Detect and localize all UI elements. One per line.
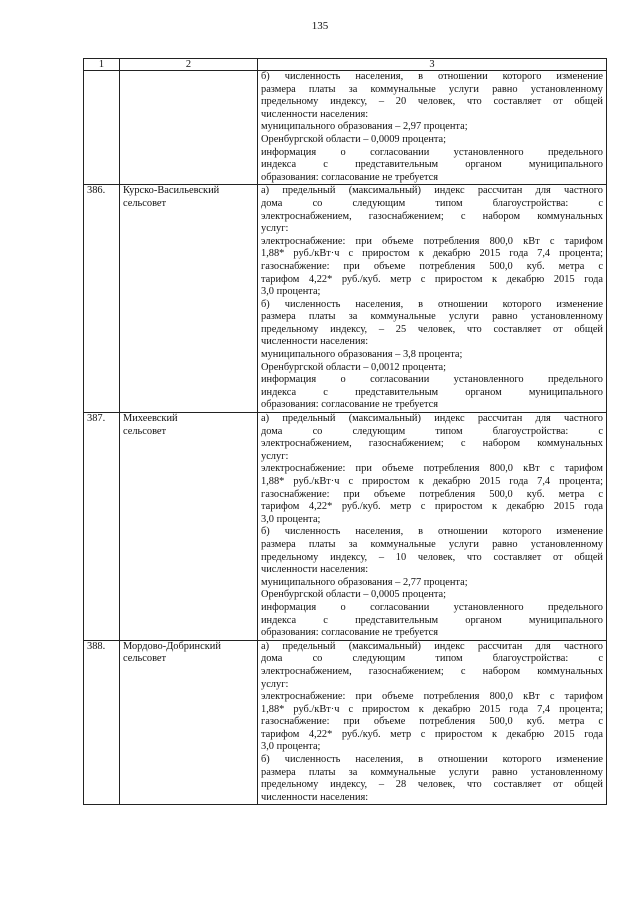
description-line: а) предельный (максимальный) индекс рассчитан для частного — [261, 640, 603, 652]
description-line: информация о согласовании установленного предельного — [261, 601, 603, 613]
description-line: индекса с представительным органом муниципального — [261, 159, 603, 171]
table-body — [84, 71, 607, 805]
row-number: 387. — [87, 413, 106, 425]
tariff-table — [83, 58, 607, 805]
description-line: муниципального образования – 3,8 процента; — [261, 349, 463, 361]
description-line: Оренбургской области – 0,0012 процента; — [261, 361, 447, 373]
description-cell — [258, 640, 607, 805]
description-text — [261, 413, 603, 640]
row-number-cell — [84, 71, 120, 185]
description-cell — [258, 71, 607, 185]
description-line: муниципального образования – 2,77 процента; — [261, 576, 468, 588]
table-row — [84, 640, 607, 805]
description-line: 1,88* руб./кВт·ч с приростом к декабрю 2015 года 7,4 процента; — [261, 476, 603, 487]
description-line: газоснабжение: при объеме потребления 500,0 куб. метра с — [261, 488, 603, 500]
description-line: 1,88* руб./кВт·ч с приростом к декабрю 2015 года 7,4 процента; — [261, 248, 603, 260]
description-line: б) численность населения, в отношении которого изменение — [261, 754, 603, 766]
description-cell — [258, 185, 607, 413]
description-line: предельному индексу, – 20 человек, что составляет от общей — [261, 96, 603, 108]
description-line: тарифом 4,22* руб./куб. метр с приростом к декабрю 2015 года — [261, 501, 603, 513]
row-number: 386. — [87, 185, 106, 197]
description-line: а) предельный (максимальный) индекс рассчитан для частного — [261, 185, 603, 197]
description-line: 1,88* руб./кВт·ч с приростом к декабрю 2015 года 7,4 процента; — [261, 703, 603, 715]
description-line: численности населения: — [261, 108, 369, 120]
row-number-cell — [84, 185, 120, 413]
table-header-row — [84, 59, 607, 71]
table-row — [84, 413, 607, 641]
description-text — [261, 185, 603, 412]
description-line: газоснабжение: при объеме потребления 500,0 куб. метра с — [261, 260, 603, 272]
municipality-cell — [120, 640, 258, 805]
description-line: предельному индексу, – 28 человек, что составляет от общей — [261, 779, 603, 791]
description-line: а) предельный (максимальный) индекс рассчитан для частного — [261, 413, 603, 425]
description-line: услуг: — [261, 678, 289, 690]
description-line: численности населения: — [261, 791, 369, 803]
description-line: численности населения: — [261, 336, 369, 348]
description-line: размера платы за коммунальные услуги равно установленному — [261, 311, 603, 323]
description-text — [261, 641, 603, 805]
municipality-cell — [120, 185, 258, 413]
description-line: Оренбургской области – 0,0009 процента; — [261, 133, 447, 145]
description-line: газоснабжение: при объеме потребления 500,0 куб. метра с — [261, 716, 603, 728]
description-line: электроснабжением, газоснабжением; с набором коммунальных — [261, 210, 603, 222]
description-line: размера платы за коммунальные услуги равно установленному — [261, 83, 603, 95]
description-line: предельному индексу, – 25 человек, что составляет от общей — [261, 323, 603, 335]
page-number: 135 — [311, 20, 329, 32]
description-line: дома со следующим типом благоустройства: с — [261, 197, 603, 209]
description-line: образования: согласование не требуется — [261, 399, 439, 411]
description-line: муниципального образования – 2,97 процента; — [261, 121, 468, 133]
description-line: тарифом 4,22* руб./куб. метр с приростом к декабрю 2015 года — [261, 728, 603, 740]
description-line: б) численность населения, в отношении которого изменение — [261, 298, 603, 310]
description-line: услуг: — [261, 223, 289, 235]
table-row — [84, 185, 607, 413]
municipality-name-line: сельсовет — [123, 197, 167, 209]
description-line: индекса с представительным органом муниципального — [261, 386, 603, 398]
description-line: 3,0 процента; — [261, 286, 321, 298]
description-line: электроснабжением, газоснабжением; с набором коммунальных — [261, 665, 603, 677]
municipality-cell — [120, 413, 258, 641]
description-line: б) численность населения, в отношении которого изменение — [261, 71, 603, 82]
municipality-name-line: Михеевский — [123, 413, 178, 425]
description-line: 3,0 процента; — [261, 513, 321, 525]
row-number-cell — [84, 640, 120, 805]
description-line: электроснабжением, газоснабжением; с набором коммунальных — [261, 438, 603, 450]
column-header-description: 3 — [258, 59, 607, 71]
description-line: услуг: — [261, 450, 289, 462]
description-line: дома со следующим типом благоустройства: с — [261, 653, 603, 665]
municipality-name-line: сельсовет — [123, 425, 167, 437]
row-number: 388. — [87, 640, 106, 652]
description-line: размера платы за коммунальные услуги равно установленному — [261, 766, 603, 778]
description-line: электроснабжение: при объеме потребления 800,0 кВт с тарифом — [261, 691, 603, 703]
description-line: информация о согласовании установленного предельного — [261, 146, 603, 158]
municipality-cell — [120, 71, 258, 185]
description-line: предельному индексу, – 10 человек, что составляет от общей — [261, 551, 603, 563]
description-line: электроснабжение: при объеме потребления 800,0 кВт с тарифом — [261, 463, 603, 475]
municipality-name-line: сельсовет — [123, 653, 167, 665]
description-cell — [258, 413, 607, 641]
description-line: дома со следующим типом благоустройства: с — [261, 425, 603, 437]
description-line: 3,0 процента; — [261, 741, 321, 753]
description-line: информация о согласовании установленного предельного — [261, 374, 603, 386]
description-line: Оренбургской области – 0,0005 процента; — [261, 589, 447, 601]
description-line: тарифом 4,22* руб./куб. метр с приростом к декабрю 2015 года — [261, 273, 603, 285]
description-text — [261, 71, 603, 184]
description-line: электроснабжение: при объеме потребления 800,0 кВт с тарифом — [261, 235, 603, 247]
description-line: численности населения: — [261, 564, 369, 576]
description-line: размера платы за коммунальные услуги равно установленному — [261, 538, 603, 550]
description-line: б) численность населения, в отношении которого изменение — [261, 526, 603, 538]
column-header-number: 1 — [84, 59, 120, 71]
description-line: индекса с представительным органом муниципального — [261, 614, 603, 626]
description-line: образования: согласование не требуется — [261, 171, 439, 183]
table-row — [84, 71, 607, 185]
column-header-municipality: 2 — [120, 59, 258, 71]
description-line: образования: согласование не требуется — [261, 627, 439, 639]
municipality-name-line: Курско-Васильевский — [123, 185, 220, 197]
municipality-name-line: Мордово-Добринский — [123, 640, 221, 652]
row-number-cell — [84, 413, 120, 641]
